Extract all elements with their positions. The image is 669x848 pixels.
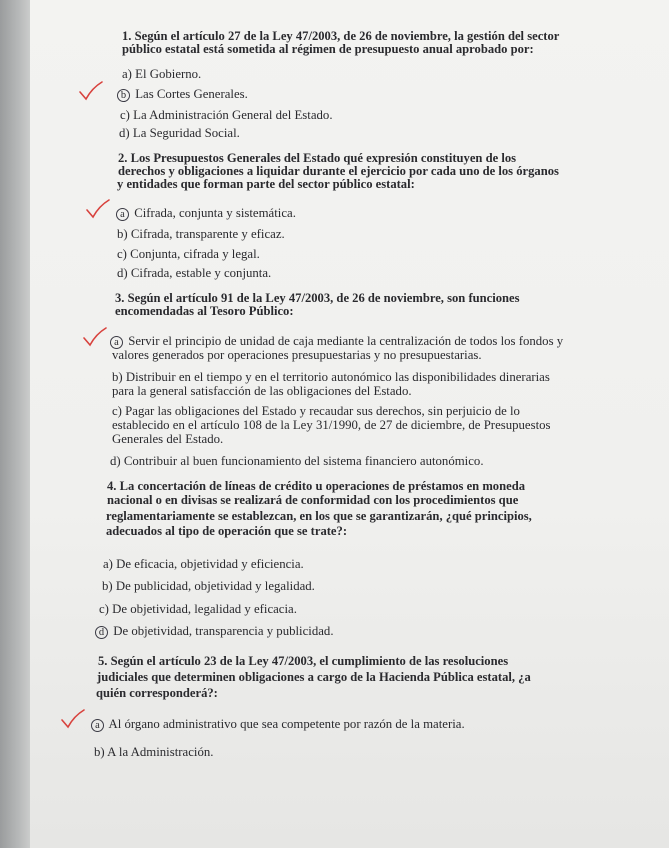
q3-option-b-line-2: para la general satisfacción de las obligaciones del Estado. bbox=[112, 384, 412, 398]
q2-option-c: c) Conjunta, cifrada y legal. bbox=[117, 247, 260, 261]
question-5-stem-line-2: judiciales que determinen obligaciones a cargo de la Hacienda Pública estatal, ¿a bbox=[97, 670, 531, 684]
question-5-stem-line-3: quién corresponderá?: bbox=[96, 686, 218, 700]
question-4-stem-line-1: 4. La concertación de líneas de crédito u operaciones de préstamos en moneda bbox=[107, 479, 525, 493]
q1-option-c: c) La Administración General del Estado. bbox=[120, 108, 333, 122]
q5-option-a: a Al órgano administrativo que sea competente por razón de la materia. bbox=[91, 717, 465, 732]
q4-option-b: b) De publicidad, objetividad y legalidad. bbox=[102, 579, 315, 593]
q3-option-c-line-2: establecido en el artículo 108 de la Ley 31/1990, de 27 de diciembre, de Presupuestos bbox=[112, 418, 551, 432]
question-2-stem-line-1: 2. Los Presupuestos Generales del Estado qué expresión constituyen de los bbox=[118, 151, 517, 165]
q4-option-c: c) De objetividad, legalidad y eficacia. bbox=[99, 602, 297, 616]
q2-option-d: d) Cifrada, estable y conjunta. bbox=[117, 266, 272, 280]
q2-option-a: a Cifrada, conjunta y sistemática. bbox=[116, 206, 296, 221]
answer-circle: d bbox=[95, 626, 108, 639]
q4-option-d: d De objetividad, transparencia y publicidad. bbox=[95, 624, 334, 639]
question-1-stem-line-2: público estatal está sometida al régimen de presupuesto anual aprobado por: bbox=[122, 42, 534, 56]
question-5-stem-line-1: 5. Según el artículo 23 de la Ley 47/2003, el cumplimiento de las resoluciones bbox=[98, 654, 509, 668]
q3-option-a-line-1: a Servir el principio de unidad de caja mediante la centralización de todos los fondos y bbox=[110, 334, 563, 349]
answer-circle: a bbox=[110, 336, 123, 349]
q3-option-d: d) Contribuir al buen funcionamiento del sistema financiero autonómico. bbox=[110, 454, 484, 468]
question-3-stem-line-2: encomendadas al Tesoro Público: bbox=[115, 304, 294, 318]
question-1-stem-line-1: 1. Según el artículo 27 de la Ley 47/2003, de 26 de noviembre, la gestión del sector bbox=[122, 29, 560, 43]
q3-option-c-line-3: Generales del Estado. bbox=[112, 432, 224, 446]
q3-option-a-line-2: valores generados por operaciones presupuestarias y no presupuestarias. bbox=[112, 348, 482, 362]
checkmark-icon bbox=[78, 80, 104, 104]
answer-circle: a bbox=[91, 719, 104, 732]
answer-circle: a bbox=[116, 208, 129, 221]
question-2-stem-line-3: y entidades que forman parte del sector público estatal: bbox=[117, 177, 415, 191]
q5-option-b: b) A la Administración. bbox=[94, 745, 214, 759]
checkmark-icon bbox=[85, 198, 111, 222]
q1-option-a: a) El Gobierno. bbox=[122, 67, 202, 81]
question-3-stem-line-1: 3. Según el artículo 91 de la Ley 47/2003, de 26 de noviembre, son funciones bbox=[115, 291, 520, 305]
question-4-stem-line-2: nacional o en divisas se realizará de conformidad con los procedimientos que bbox=[107, 493, 519, 507]
question-4-stem-line-3: reglamentariamente se establezcan, en los que se garantizarán, ¿qué principios, bbox=[106, 509, 532, 523]
q1-option-d: d) La Seguridad Social. bbox=[119, 126, 240, 140]
q3-option-b-line-1: b) Distribuir en el tiempo y en el territorio autonómico las disponibilidades dinerarias bbox=[112, 370, 550, 384]
q4-option-a: a) De eficacia, objetividad y eficiencia. bbox=[103, 557, 304, 571]
question-4-stem-line-4: adecuados al tipo de operación que se trate?: bbox=[106, 524, 348, 538]
answer-circle: b bbox=[117, 89, 130, 102]
checkmark-icon bbox=[82, 326, 108, 350]
q2-option-b: b) Cifrada, transparente y eficaz. bbox=[117, 227, 285, 241]
question-2-stem-line-2: derechos y obligaciones a liquidar durante el ejercicio por cada uno de los órganos bbox=[118, 164, 559, 178]
checkmark-icon bbox=[60, 708, 86, 732]
q3-option-c-line-1: c) Pagar las obligaciones del Estado y recaudar sus derechos, sin perjuicio de lo bbox=[112, 404, 520, 418]
q1-option-b: b Las Cortes Generales. bbox=[117, 87, 248, 102]
